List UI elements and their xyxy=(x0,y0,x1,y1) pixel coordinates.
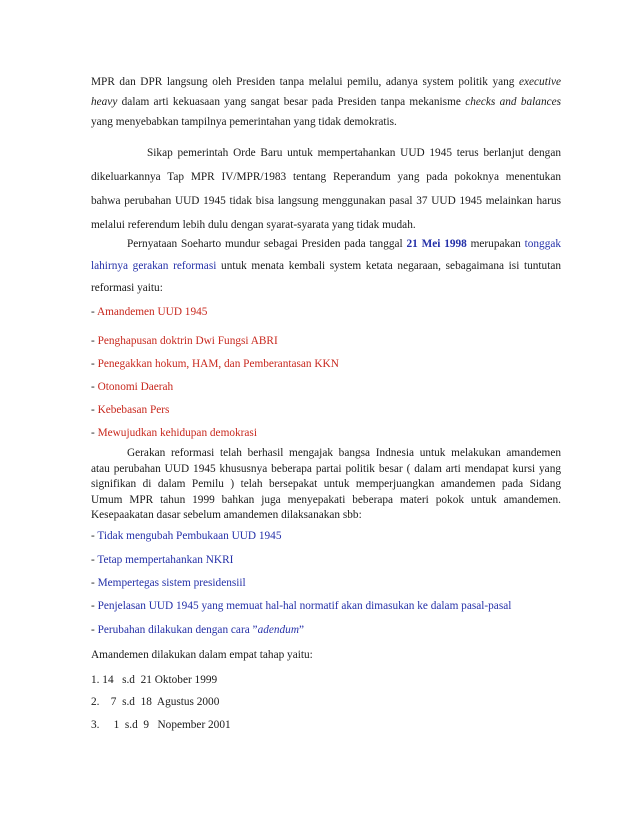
adendum-word: adendum xyxy=(257,624,299,636)
p1-line1-text: MPR dan DPR langsung oleh Presiden tanpa melalui pemilu, adanya system politik yang xyxy=(91,76,515,88)
stages-intro: Amandemen dilakukan dalam empat tahap yaitu: xyxy=(91,649,313,661)
agreement-text: Tetap mempertahankan NKRI xyxy=(97,554,234,566)
p3-line3: reformasi yaitu: xyxy=(91,282,163,294)
paragraph-1 xyxy=(91,72,561,132)
demand-item: - Kebebasan Pers xyxy=(91,404,170,416)
stage-item: 1. 14 s.d 21 Oktober 1999 xyxy=(91,674,218,686)
p4-line5: Kesepaakatan dasar sebelum amandemen dilaksanakan sbb: xyxy=(91,509,362,522)
demand-item: - Penghapusan doktrin Dwi Fungsi ABRI xyxy=(91,335,278,347)
demand-item: - Otonomi Daerah xyxy=(91,381,174,393)
p1-line2-text: dalam arti kekuasaan yang sangat besar pada Presiden tanpa mekanisme xyxy=(121,96,461,108)
p3-line1-text: Pernyataan Soeharto mundur sebagai Presiden pada tanggal xyxy=(127,238,403,250)
p3-tonggak: tonggak xyxy=(524,238,562,250)
p4-line4: Umum MPR tahun 1999 bahkan juga menyepakati beberapa materi pokok untuk amandemen. xyxy=(91,493,561,506)
demand-item: - Amandemen UUD 1945 xyxy=(91,306,208,318)
demand-item: - Mewujudkan kehidupan demokrasi xyxy=(91,427,257,439)
paragraph-3 xyxy=(91,234,561,298)
demand-text: Otonomi Daerah xyxy=(97,381,174,393)
agreement-item: - Perubahan dilakukan dengan cara ”adendum” xyxy=(91,624,304,636)
stage-item: 2. 7 s.d 18 Agustus 2000 xyxy=(91,696,220,708)
p1-executive: executive xyxy=(518,76,561,88)
agreement-item: - Mempertegas sistem presidensiil xyxy=(91,577,246,589)
stage-item: 3. 1 s.d 9 Nopember 2001 xyxy=(91,719,231,731)
demand-item: - Penegakkan hokum, HAM, dan Pemberantasan KKN xyxy=(91,358,339,370)
demand-text: Amandemen UUD 1945 xyxy=(96,306,208,318)
agreement-item: - Tetap mempertahankan NKRI xyxy=(91,554,234,566)
p1-checks-balances: checks and balances xyxy=(465,96,562,108)
demand-text: Mewujudkan kehidupan demokrasi xyxy=(97,427,257,439)
p2-line1: Sikap pemerintah Orde Baru untuk mempertahankan UUD 1945 terus berlanjut dengan xyxy=(147,147,561,159)
p2-line3: bahwa perubahan UUD 1945 tidak bisa langsung menggunakan pasal 37 UUD 1945 melainkan harus xyxy=(91,195,561,207)
p1-line3: yang menyebabkan tampilnya pemerintahan yang tidak demokratis. xyxy=(91,116,397,128)
paragraph-2 xyxy=(91,143,561,235)
p3-merupakan: merupakan xyxy=(470,238,521,250)
p2-line4: melalui referendum lebih dulu dengan syarat-syarata yang tidak mudah. xyxy=(91,219,416,231)
agreement-text: Mempertegas sistem presidensiil xyxy=(97,577,246,589)
demand-text: Penghapusan doktrin Dwi Fungsi ABRI xyxy=(97,335,278,347)
p1-heavy: heavy xyxy=(91,96,118,108)
agreement-text: Perubahan dilakukan dengan cara ” xyxy=(97,624,258,636)
paragraph-4 xyxy=(91,446,561,524)
p3-date: 21 Mei 1998 xyxy=(406,238,467,250)
agreement-text: Tidak mengubah Pembukaan UUD 1945 xyxy=(97,530,282,542)
agreement-item: - Penjelasan UUD 1945 yang memuat hal-hal normatif akan dimasukan ke dalam pasal-pasal xyxy=(91,600,512,612)
agreement-text: Penjelasan UUD 1945 yang memuat hal-hal normatif akan dimasukan ke dalam pasal-pasal xyxy=(97,600,512,612)
p4-line1: Gerakan reformasi telah berhasil mengajak bangsa Indnesia untuk melakukan amandemen xyxy=(127,447,561,459)
p4-line2: atau perubahan UUD 1945 khususnya beberapa partai politik besar ( dalam arti mendapat kursi yang xyxy=(91,462,561,475)
agreement-item: - Tidak mengubah Pembukaan UUD 1945 xyxy=(91,530,282,542)
demand-text: Kebebasan Pers xyxy=(97,404,170,416)
demand-text: Penegakkan hokum, HAM, dan Pemberantasan KKN xyxy=(97,358,339,370)
p4-line3: signifikan di dalam Pemilu ) telah bersepakat untuk memperjuangkan amandemen pada Sidang xyxy=(91,478,561,491)
p3-lahirnya: lahirnya gerakan reformasi xyxy=(91,260,217,272)
p2-line2: dikeluarkannya Tap MPR IV/MPR/1983 tentang Reperandum yang pada pokoknya menentukan xyxy=(91,171,561,183)
p3-line2-text: untuk menata kembali system ketata negaraan, sebagaimana isi tuntutan xyxy=(221,260,562,272)
